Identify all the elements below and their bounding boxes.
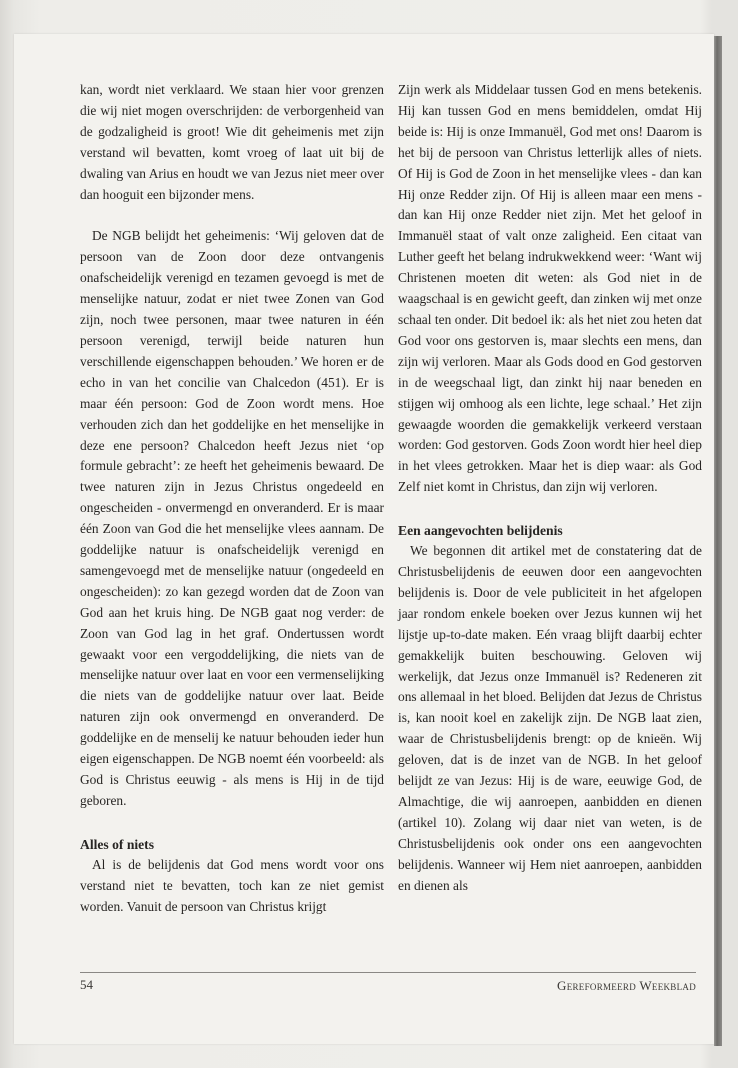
- left-column: [80, 80, 384, 918]
- section-heading-alles-of-niets: Alles of niets: [80, 836, 155, 852]
- section-heading-aangevochten-belijdenis: Een aangevochten belijdenis: [398, 523, 563, 539]
- left-paragraph-2: De NGB belijdt het geheimenis: ‘Wij geloven dat de persoon van de Zoon door deze ontvangenis onafscheidelijk verenigd en tezamen gevoegd is met de menselijke natuur, zodat er niet twee Zonen van God zijn, noch twee personen, maar twee naturen in één persoon verenigd, terwijl beide naturen hun verschillende eigenschappen behouden.’ We horen er de echo in van het concilie van Chalcedon (451). Er is maar één persoon: God de Zoon wordt mens. Hoe verhouden zich dan het goddelijke en het menselijke in deze ene persoon? Chalcedon heeft Jezus niet ‘op formule gebracht’: ze heeft het geheimenis bewaard. De twee naturen zijn in Jezus Christus ongedeeld en ongescheiden - onvermengd en onveranderd. Er is maar één Zoon van God die het menselijke vlees aannam. De goddelijke natuur is onafscheidelijk verenigd en samengevoegd met de menselijke natuur (ongedeeld en ongescheiden): zo kan gezegd worden dat de Zoon van God aan het kruis hing. De NGB gaat nog verder: de Zoon van God lag in het graf. Ondertussen wordt gewaakt voor een vergoddelijking, die niets van de menselijke natuur over laat en voor een vermenselijking die niets van de goddelijke natuur over laat. Beide naturen zijn ook onvermengd en onveranderd. De goddelijke en de menselij ke natuur behouden ieder hun eigen eigenschappen. De NGB noemt één voorbeeld: als God is Christus eeuwig - als mens is Hij in de tijd geboren.: [80, 228, 384, 808]
- page-number: 54: [80, 977, 93, 992]
- left-paragraph-1: kan, wordt niet verklaard. We staan hier voor grenzen die wij niet mogen overschrijden: de verborgenheid van de godzaligheid is groot! Wie dit geheimenis met zijn verstand wil bevatten, komt vroeg of laat uit bij de dwaling van Arius en houdt we van Jezus niet meer over dan hooguit een bijzonder mens.: [80, 82, 384, 202]
- left-paragraph-3: Al is de belijdenis dat God mens wordt voor ons verstand niet te bevatten, toch kan ze niet gemist worden. Vanuit de persoon van Christus krijgt: [80, 856, 384, 914]
- footer-rule: [80, 972, 696, 973]
- right-column: [398, 80, 702, 897]
- right-paragraph-1: Zijn werk als Middelaar tussen God en mens betekenis. Hij kan tussen God en mens bemiddelen, omdat Hij beide is: Hij is onze Immanuël, God met ons! Daarom is het bij de persoon van Christus letterlijk alles of niets. Of Hij is God de Zoon in het menselijke vlees - dan kan Hij onze Redder zijn. Of Hij is alleen maar een mens - dan kan Hij onze Redder niet zijn. Met het geloof in Immanuël staat of valt onze zaligheid. Een citaat van Luther geeft het belang indrukwekkend weer: ‘Want wij Christenen moeten dit weten: als God niet in de waagschaal is en gewicht geeft, dan zinken wij met onze schaal ten onder. Dit bedoel ik: als het niet zou heten dat God voor ons gestorven is, maar slechts een mens, dan zijn wij verloren. Maar als Gods dood en God gestorven in de weegschaal ligt, dan zinkt hij naar beneden en stijgen wij omhoog als een lichte, lege schaal.’ Het zijn gewaagde woorden die gemakkelijk verkeerd verstaan worden: God gestorven. Gods Zoon wordt hier heel diep in het vlees getrokken. Maar het is diep waar: als God Zelf niet komt in Christus, dan zijn wij verloren.: [398, 82, 702, 495]
- right-paragraph-2: We begonnen dit artikel met de constatering dat de Christusbelijdenis de eeuwen door een aangevochten belijdenis is. Door de vele publiciteit in het afgelopen jaar rondom enkele boeken over Jezus kunnen wij het lijstje up-to-date maken. Eén vraag blijft daarbij echter gemakkelijk buiten beschouwing. Geloven wij werkelijk, dat Jezus onze Immanuël is? Redeneren zit ons allemaal in het bloed. Belijden dat Jezus de Christus is, kan nooit koel en zakelijk zijn. De NGB laat zien, waar de Christusbelijdenis brengt: op de knieën. Wij geloven, dat is de inzet van de NGB. In het geloof belijdt ze van Jezus: Hij is de ware, eeuwige God, de Almachtige, die wij aanroepen, aanbidden en dienen (artikel 10). Zolang wij daar niet van weten, is de Christusbelijdenis ook onder ons een aangevochten belijdenis. Wanneer wij Hem niet aanroepen, aanbidden en dienen als: [398, 543, 702, 893]
- page-binding-edge: [714, 36, 722, 1046]
- journal-name: Gereformeerd Weekblad: [557, 978, 696, 993]
